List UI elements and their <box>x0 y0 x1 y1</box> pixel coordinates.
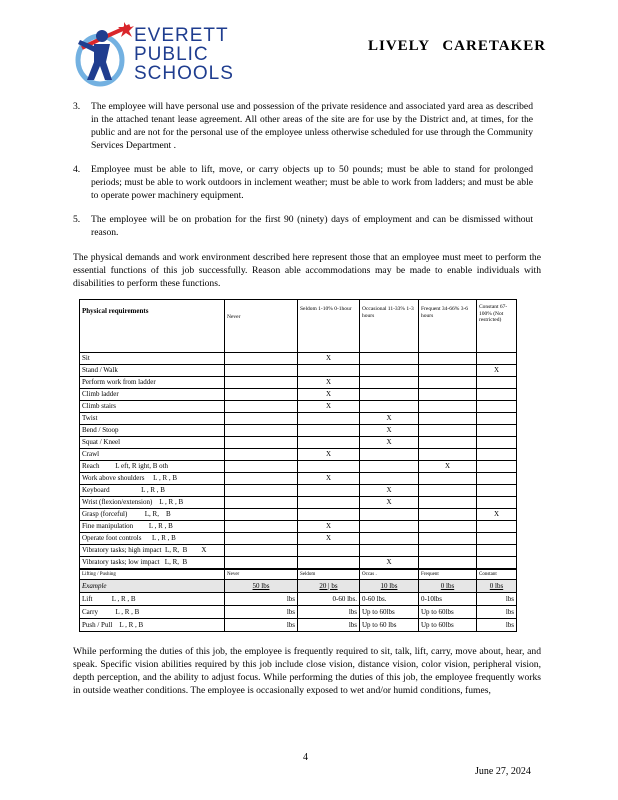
frequency-mark <box>360 533 419 545</box>
frequency-mark <box>477 425 517 437</box>
lift-label: Carry L , R , B <box>80 606 225 619</box>
logo-line-3: SCHOOLS <box>134 63 234 84</box>
frequency-mark <box>225 449 298 461</box>
requirement-label: Wrist (flexion/extension) L , R , B <box>80 497 225 509</box>
list-item-number: 4. <box>73 164 81 175</box>
table-row <box>80 401 517 413</box>
requirement-label: Grasp (forceful) L, R, B <box>80 509 225 521</box>
intro-paragraph: The physical demands and work environment described here represent those that an employee must meet to perform the essential functions of this job successfully. Reason able accommodations may be made to enable individuals with disabilities to perform these functions. <box>73 252 541 289</box>
requirement-label: Climb stairs <box>80 401 225 413</box>
frequency-mark <box>419 557 477 570</box>
frequency-mark <box>225 389 298 401</box>
list-item <box>73 213 533 239</box>
frequency-mark <box>298 485 360 497</box>
lift-cell: lbs <box>298 619 360 632</box>
frequency-mark <box>298 545 360 557</box>
table-row <box>80 389 517 401</box>
requirement-label: Crawl <box>80 449 225 461</box>
frequency-mark <box>477 545 517 557</box>
frequency-mark <box>225 461 298 473</box>
frequency-mark <box>419 401 477 413</box>
table-row <box>80 509 517 521</box>
table-row <box>80 497 517 509</box>
frequency-mark: X <box>298 353 360 365</box>
table-row <box>80 353 517 365</box>
frequency-mark <box>477 377 517 389</box>
requirement-label: Keyboard L , R , B <box>80 485 225 497</box>
frequency-mark <box>225 485 298 497</box>
header-never: Never <box>225 300 298 353</box>
requirement-label: Climb ladder <box>80 389 225 401</box>
frequency-mark <box>419 449 477 461</box>
requirement-label: Operate foot controls L , R , B <box>80 533 225 545</box>
lift-header: Lifting / Pushing <box>80 569 225 580</box>
frequency-mark <box>360 449 419 461</box>
frequency-mark <box>477 521 517 533</box>
lift-header: Occas . <box>360 569 419 580</box>
lift-header: Seldom <box>298 569 360 580</box>
lift-row <box>80 593 517 606</box>
frequency-mark <box>419 377 477 389</box>
frequency-mark <box>477 437 517 449</box>
header-frequent: Frequent 34-66% 3-6 hours <box>419 300 477 353</box>
list-item-text: The employee will have personal use and possession of the private residence and associated yard area as described in the attached tenant lease agreement. All other areas of the site are for use by the District and, at times, for the public and are not for the personal use of the employee unless otherwise scheduled for use through the Community Services Department . <box>91 101 533 151</box>
list-item-number: 3. <box>73 101 81 112</box>
frequency-mark <box>419 365 477 377</box>
table-row <box>80 413 517 425</box>
frequency-mark <box>477 389 517 401</box>
frequency-mark <box>477 353 517 365</box>
table-row <box>80 545 517 557</box>
frequency-mark <box>225 401 298 413</box>
frequency-mark <box>225 377 298 389</box>
requirement-label: Reach L eft, R ight, B oth <box>80 461 225 473</box>
frequency-mark <box>419 509 477 521</box>
logo-line-1: EVERETT <box>134 25 229 46</box>
requirement-label: Vibratory tasks; low impact L, R, B <box>80 557 225 570</box>
frequency-mark <box>419 497 477 509</box>
frequency-mark <box>360 353 419 365</box>
list-item-text: Employee must be able to lift, move, or carry objects up to 50 pounds; must be able to stand for prolonged periods; must be able to work outdoors in inclement weather; must be able to work from ladders; and must be able to operate power machinery equipment. <box>91 164 533 201</box>
frequency-mark <box>360 545 419 557</box>
frequency-mark <box>477 449 517 461</box>
lift-header-row <box>80 569 517 580</box>
lift-cell: 0-60 lbs. <box>298 593 360 606</box>
frequency-mark <box>298 425 360 437</box>
logo-figure-icon <box>72 18 134 90</box>
frequency-mark <box>419 413 477 425</box>
frequency-mark <box>298 365 360 377</box>
example-cell: 0 lbs <box>419 580 477 593</box>
lift-header: Frequent <box>419 569 477 580</box>
table-row <box>80 377 517 389</box>
frequency-mark: X <box>298 521 360 533</box>
lift-cell: 0-10lbs <box>419 593 477 606</box>
table-row <box>80 425 517 437</box>
frequency-mark: X <box>360 485 419 497</box>
frequency-mark <box>298 437 360 449</box>
frequency-mark <box>298 413 360 425</box>
header-seldom: Seldom 1-10% 0-1hour <box>298 300 360 353</box>
frequency-mark <box>225 425 298 437</box>
requirement-label: Work above shoulders L , R , B <box>80 473 225 485</box>
lift-cell: lbs <box>477 619 517 632</box>
frequency-mark <box>225 533 298 545</box>
frequency-mark <box>477 533 517 545</box>
lift-header: Never <box>225 569 298 580</box>
requirement-label: Vibratory tasks; high impact L, R, B X <box>80 545 225 557</box>
frequency-mark <box>360 377 419 389</box>
frequency-mark <box>225 473 298 485</box>
frequency-mark <box>225 413 298 425</box>
list-item <box>73 100 533 152</box>
frequency-mark: X <box>360 497 419 509</box>
frequency-mark <box>477 485 517 497</box>
lift-cell: Up to 60lbs <box>419 619 477 632</box>
frequency-mark <box>477 557 517 570</box>
frequency-mark: X <box>360 437 419 449</box>
requirement-label: Perform work from ladder <box>80 377 225 389</box>
list-item-number: 5. <box>73 214 81 225</box>
lift-cell: Up to 60lbs <box>360 606 419 619</box>
example-label: Example <box>80 580 225 593</box>
frequency-mark <box>298 497 360 509</box>
frequency-mark <box>360 365 419 377</box>
frequency-mark <box>419 533 477 545</box>
frequency-mark <box>298 461 360 473</box>
page-number: 4 <box>303 752 308 763</box>
table-row <box>80 557 517 570</box>
frequency-mark <box>419 521 477 533</box>
district-logo <box>72 18 242 90</box>
frequency-mark: X <box>360 425 419 437</box>
frequency-mark <box>419 545 477 557</box>
physical-requirements-table <box>79 299 516 632</box>
table-row <box>80 473 517 485</box>
table-row <box>80 437 517 449</box>
frequency-mark <box>225 437 298 449</box>
frequency-mark <box>419 437 477 449</box>
frequency-mark <box>477 497 517 509</box>
requirement-label: Stand / Walk <box>80 365 225 377</box>
frequency-mark: X <box>298 377 360 389</box>
lift-cell: lbs <box>477 606 517 619</box>
frequency-mark <box>419 473 477 485</box>
frequency-mark <box>225 557 298 570</box>
frequency-mark <box>225 521 298 533</box>
list-item <box>73 163 533 202</box>
lift-cell: lbs <box>225 593 298 606</box>
work-environment-paragraph: While performing the duties of this job, the employee is frequently required to sit, talk, lift, carry, move about, hear, and speak. Specific vision abilities required by this job include close vision, distance vision, color vision, peripheral vision, depth perception, and the ability to adjust focus. While performing the duties of this job, the employee frequently works in outside weather conditions. The employee is occasionally exposed to wet and/or humid conditions, fumes, <box>73 646 541 696</box>
requirement-label: Fine manipulation L , R , B <box>80 521 225 533</box>
frequency-mark <box>298 557 360 570</box>
lift-row <box>80 619 517 632</box>
example-cell: 20 | bs <box>298 580 360 593</box>
frequency-mark <box>477 413 517 425</box>
lift-cell: 0-60 lbs. <box>360 593 419 606</box>
frequency-mark <box>477 473 517 485</box>
requirement-label: Bend / Stoop <box>80 425 225 437</box>
example-cell: 50 lbs <box>225 580 298 593</box>
frequency-mark <box>225 365 298 377</box>
frequency-mark <box>360 509 419 521</box>
table-row <box>80 365 517 377</box>
table-row <box>80 461 517 473</box>
requirement-label: Squat / Kneel <box>80 437 225 449</box>
frequency-mark: X <box>360 413 419 425</box>
lift-cell: lbs <box>225 606 298 619</box>
lift-row <box>80 606 517 619</box>
lift-cell: lbs <box>477 593 517 606</box>
frequency-mark: X <box>298 533 360 545</box>
document-date: June 27, 2024 <box>475 766 531 777</box>
table-row <box>80 485 517 497</box>
header-occasional: Occasional 11-33% 1-3 hours <box>360 300 419 353</box>
frequency-mark: X <box>298 401 360 413</box>
lift-cell: lbs <box>225 619 298 632</box>
frequency-mark <box>360 473 419 485</box>
lift-label: Push / Pull L , R , B <box>80 619 225 632</box>
table-header-row <box>80 300 517 353</box>
frequency-mark: X <box>298 389 360 401</box>
example-cell: 10 lbs <box>360 580 419 593</box>
logo-line-2: PUBLIC <box>134 44 209 65</box>
frequency-mark <box>419 353 477 365</box>
header-requirements: Physical requirements <box>80 300 225 353</box>
frequency-mark <box>360 401 419 413</box>
example-cell: 0 lbs <box>477 580 517 593</box>
frequency-mark: X <box>419 461 477 473</box>
table-row <box>80 533 517 545</box>
frequency-mark <box>360 521 419 533</box>
requirement-label: Sit <box>80 353 225 365</box>
lift-label: Lift L , R , B <box>80 593 225 606</box>
frequency-mark <box>225 545 298 557</box>
frequency-mark <box>419 485 477 497</box>
frequency-mark <box>225 509 298 521</box>
frequency-mark <box>360 461 419 473</box>
frequency-mark <box>298 509 360 521</box>
frequency-mark <box>225 497 298 509</box>
lift-cell: Up to 60 lbs <box>360 619 419 632</box>
lift-cell: Up to 60lbs <box>419 606 477 619</box>
frequency-mark: X <box>477 509 517 521</box>
frequency-mark: X <box>298 449 360 461</box>
frequency-mark <box>225 353 298 365</box>
lift-header: Constant <box>477 569 517 580</box>
document-title: LIVELY CARETAKER <box>368 38 547 54</box>
frequency-mark <box>419 389 477 401</box>
frequency-mark: X <box>360 557 419 570</box>
frequency-mark <box>360 389 419 401</box>
frequency-mark: X <box>477 365 517 377</box>
frequency-mark <box>477 461 517 473</box>
header-constant: Constant 67-100% (Not restricted) <box>477 300 517 353</box>
example-row <box>80 580 517 593</box>
table-row <box>80 521 517 533</box>
table-row <box>80 449 517 461</box>
requirement-label: Twist <box>80 413 225 425</box>
lift-cell: lbs <box>298 606 360 619</box>
frequency-mark: X <box>298 473 360 485</box>
frequency-mark <box>419 425 477 437</box>
frequency-mark <box>477 401 517 413</box>
list-item-text: The employee will be on probation for the first 90 (ninety) days of employment and can be dismissed without reason. <box>91 214 533 238</box>
